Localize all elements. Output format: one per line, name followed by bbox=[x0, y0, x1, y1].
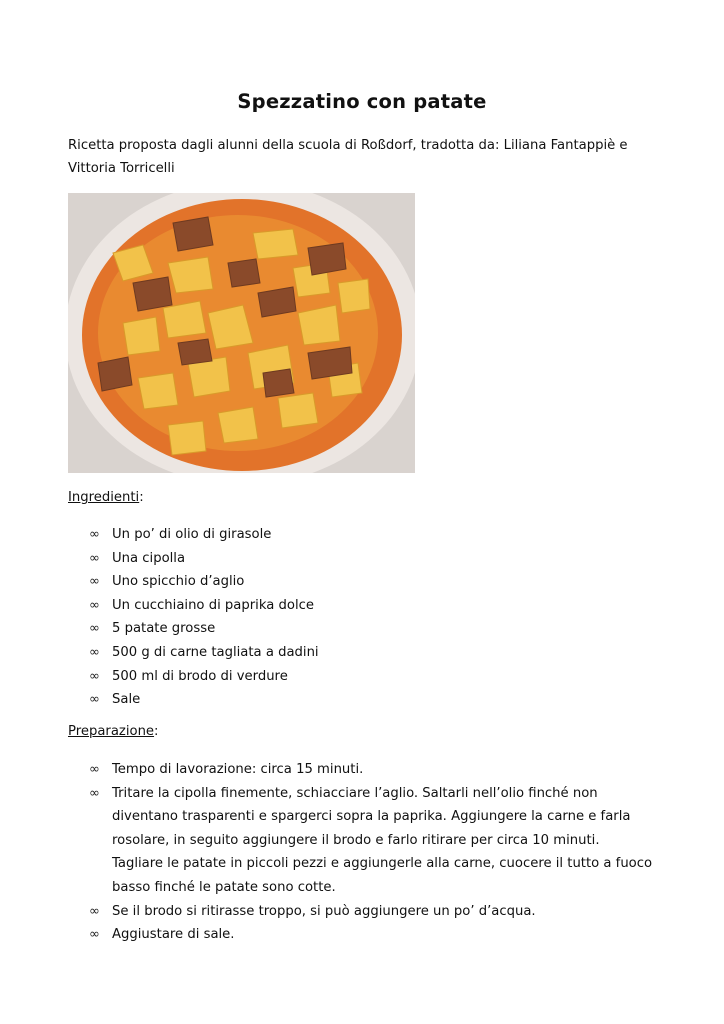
infinity-bullet-icon: ∞ bbox=[89, 903, 100, 919]
list-item: ∞ Tempo di lavorazione: circa 15 minuti. bbox=[68, 758, 653, 782]
infinity-bullet-icon: ∞ bbox=[89, 550, 100, 566]
dish-photo bbox=[68, 193, 415, 473]
infinity-bullet-icon: ∞ bbox=[89, 762, 100, 777]
list-item: ∞ Uno spicchio d’aglio bbox=[68, 570, 653, 594]
infinity-bullet-icon: ∞ bbox=[89, 668, 100, 684]
list-item: ∞ Aggiustare di sale. bbox=[68, 923, 653, 947]
list-item: ∞ Una cipolla bbox=[68, 547, 653, 571]
page-title: Spezzatino con patate bbox=[237, 90, 487, 113]
list-item: ∞ Un po’ di olio di girasole bbox=[68, 523, 653, 547]
infinity-bullet-icon: ∞ bbox=[89, 621, 100, 637]
infinity-bullet-icon: ∞ bbox=[89, 927, 100, 943]
infinity-bullet-icon: ∞ bbox=[89, 785, 100, 801]
infinity-bullet-icon: ∞ bbox=[89, 597, 100, 613]
infinity-bullet-icon: ∞ bbox=[89, 574, 100, 590]
list-item: ∞ 500 g di carne tagliata a dadini bbox=[68, 641, 653, 665]
preparation-heading: Preparazione: bbox=[68, 724, 159, 739]
infinity-bullet-icon: ∞ bbox=[89, 527, 100, 542]
infinity-bullet-icon: ∞ bbox=[89, 644, 100, 660]
list-item: ∞ 5 patate grosse bbox=[68, 617, 653, 641]
ingredients-heading: Ingredienti: bbox=[68, 490, 144, 505]
preparation-list bbox=[68, 758, 653, 947]
list-item: ∞ Se il brodo si ritirasse troppo, si può aggiungere un po’ d’acqua. bbox=[68, 900, 653, 924]
recipe-intro: Ricetta proposta dagli alunni della scuola di Roßdorf, tradotta da: Liliana Fantappiè e Vittoria Torricelli bbox=[68, 138, 628, 176]
list-item: ∞ Un cucchiaino di paprika dolce bbox=[68, 594, 653, 618]
list-item: ∞ Tritare la cipolla finemente, schiacciare l’aglio. Saltarli nell’olio finché non diventano trasparenti e spargerci sopra la paprika. Aggiungere la carne e farla rosolare, in seguito aggiungere il brodo e farlo ritirare per circa 10 minuti. Tagliare le patate in piccoli pezzi e aggiungerle alla carne, cuocere il tutto a fuoco basso finché le patate sono cotte. bbox=[68, 782, 653, 900]
ingredients-list bbox=[68, 523, 653, 712]
list-item: ∞ Sale bbox=[68, 688, 653, 712]
infinity-bullet-icon: ∞ bbox=[89, 692, 100, 708]
list-item: ∞ 500 ml di brodo di verdure bbox=[68, 665, 653, 689]
